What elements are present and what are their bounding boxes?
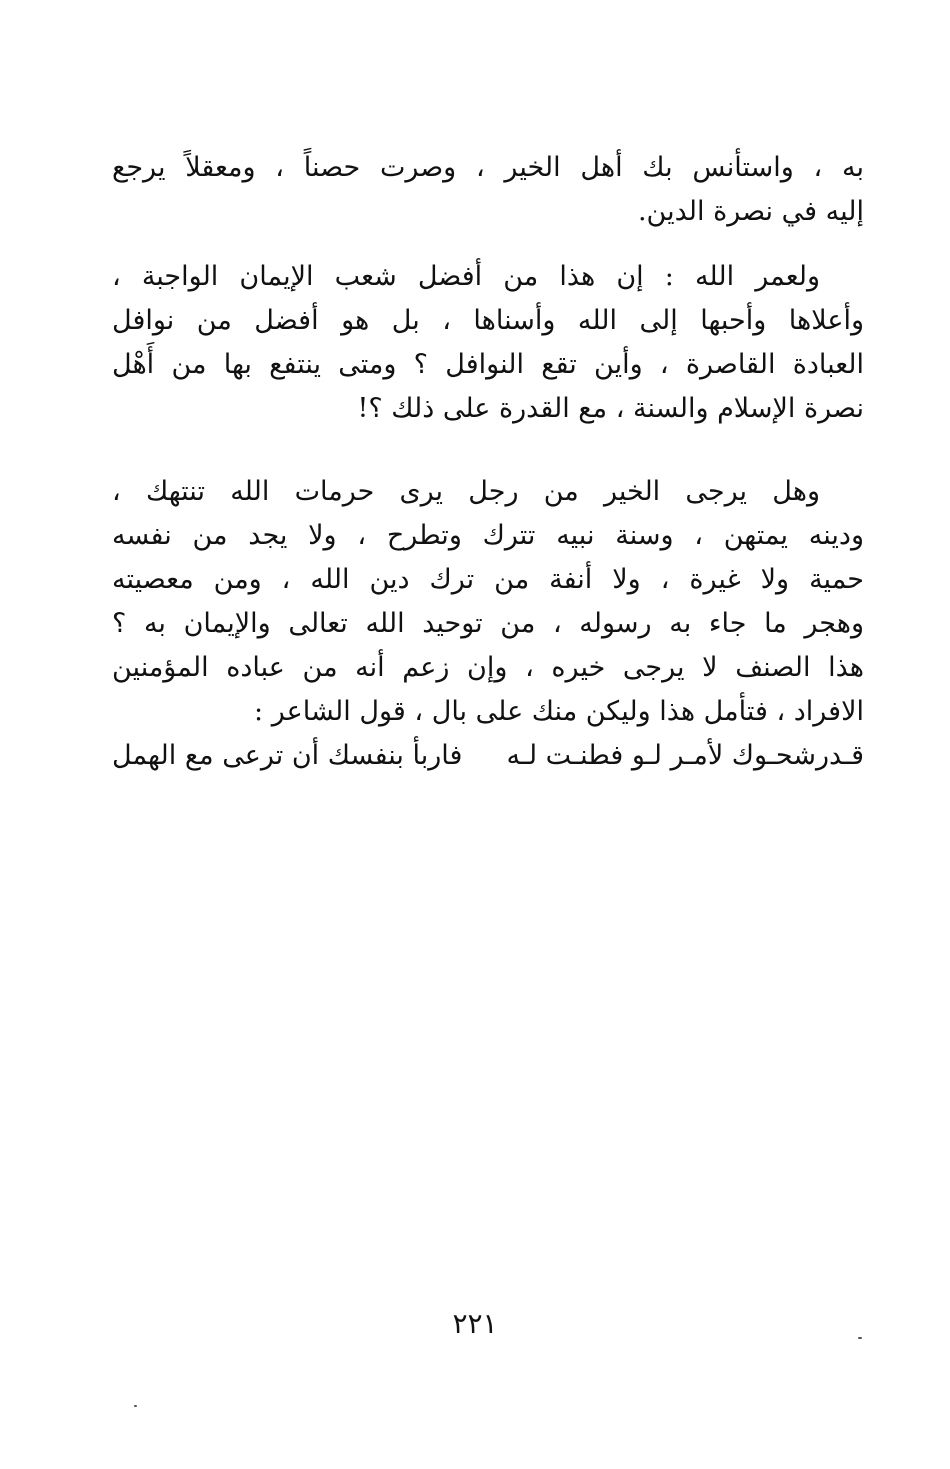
poem-verse (112, 734, 864, 778)
paragraph-line: به ، واستأنس بك أهل الخير ، وصرت حصناً ، ومعقلاً يرجع (112, 152, 864, 183)
paragraph-line: الافراد ، فتأمل هذا وليكن منك على بال ، قول الشاعر : (254, 696, 864, 727)
paragraph-3 (112, 470, 864, 734)
paragraph-line: نصرة الإسلام والسنة ، مع القدرة على ذلك ؟! (357, 393, 864, 424)
verse-first-hemistich: قـدرشحـوك لأمـر لـو فطنـت لـه (506, 740, 864, 771)
verse-second-hemistich: فاربأ بنفسك أن ترعى مع الهمل (112, 740, 463, 771)
paragraph-line: حمية ولا غيرة ، ولا أنفة من ترك دين الله ، ومن معصيته (112, 564, 864, 595)
paragraph-line: ودينه يمتهن ، وسنة نبيه تترك وتطرح ، ولا يجد من نفسه (112, 520, 864, 551)
paragraph-line: ولعمر الله : إن هذا من أفضل شعب الإيمان الواجبة ، (112, 261, 820, 292)
paragraph-line: وهل يرجى الخير من رجل يرى حرمات الله تنتهك ، (112, 476, 820, 507)
paragraph-line: وهجر ما جاء به رسوله ، من توحيد الله تعالى والإيمان به ؟ (112, 608, 864, 639)
paragraph-line: وأعلاها وأحبها إلى الله وأسناها ، بل هو أفضل من نوافل (112, 305, 864, 336)
paragraph-2 (112, 255, 864, 431)
scan-speck (858, 1337, 862, 1339)
paragraph-line: العبادة القاصرة ، وأين تقع النوافل ؟ ومتى ينتفع بها من أَهْل (112, 349, 864, 380)
paragraph-line: هذا الصنف لا يرجى خيره ، وإن زعم أنه من عباده المؤمنين (112, 652, 864, 683)
paragraph-1 (112, 146, 864, 234)
scan-speck (134, 1405, 137, 1407)
page-number: ٢٢١ (452, 1307, 498, 1340)
paragraph-line: إليه في نصرة الدين. (637, 196, 864, 227)
